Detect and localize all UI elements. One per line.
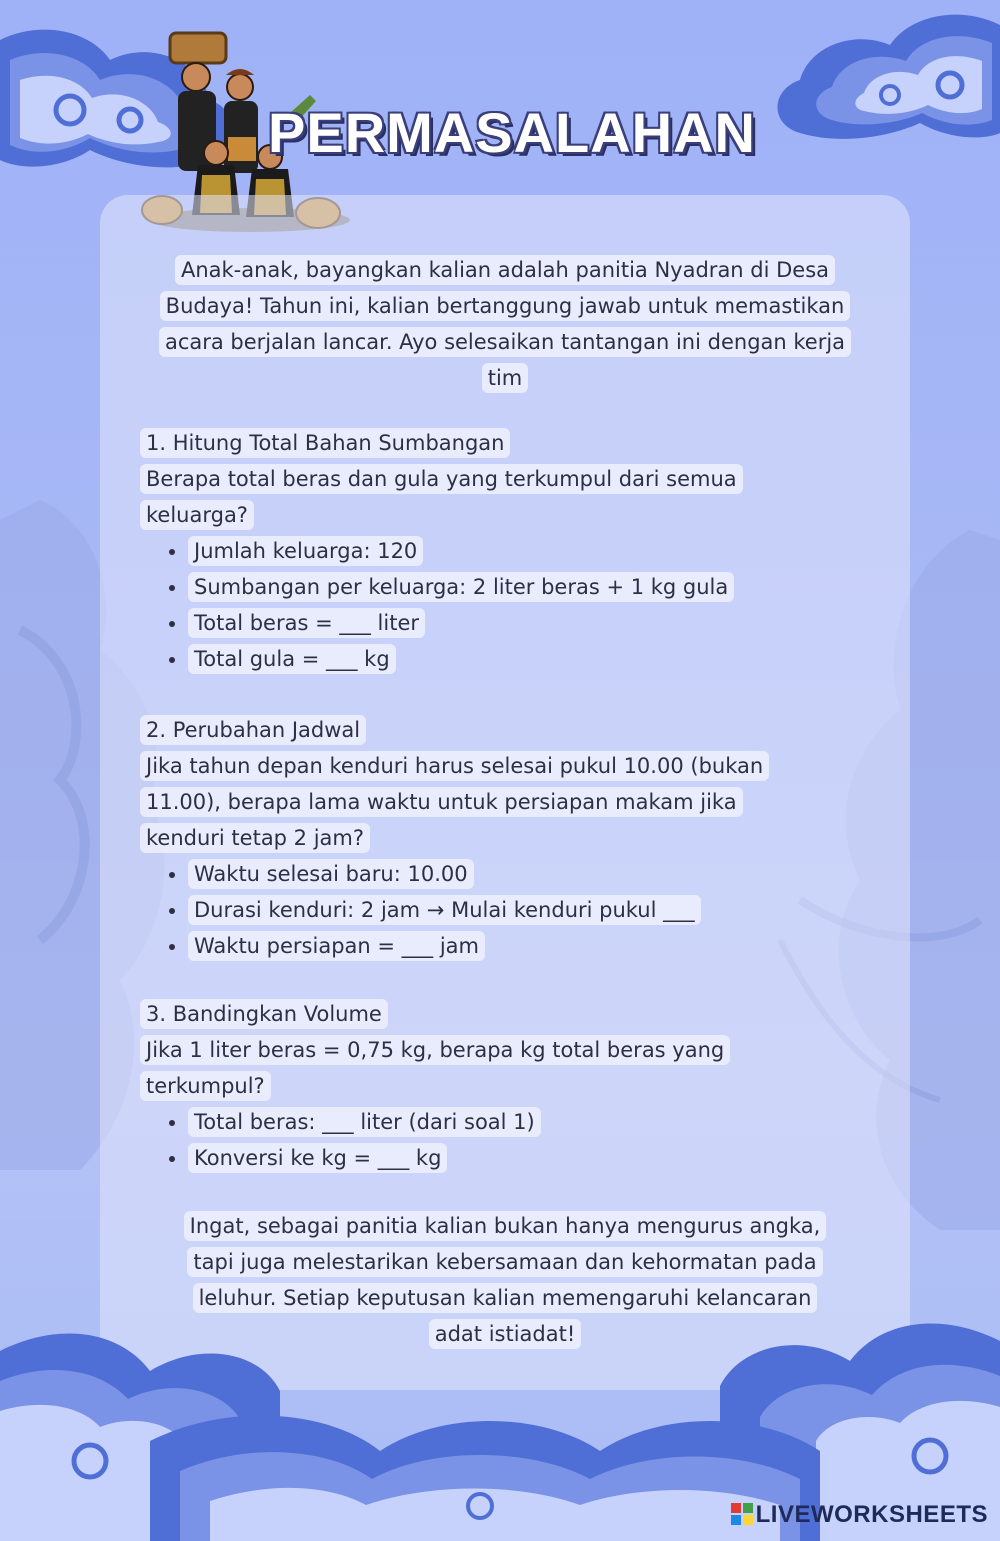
list-item-text: Waktu selesai baru: 10.00	[188, 859, 474, 889]
problem-2-list	[140, 856, 800, 964]
list-item	[188, 569, 840, 605]
problem-3-list	[140, 1104, 830, 1176]
problem-3-heading: 3. Bandingkan Volume	[140, 999, 388, 1029]
list-item	[188, 641, 840, 677]
list-item	[188, 533, 840, 569]
list-item-text: Total beras = ___ liter	[188, 608, 425, 638]
list-item-text: Total beras: ___ liter (dari soal 1)	[188, 1107, 541, 1137]
problem-section-2	[140, 712, 800, 964]
problem-2-question: Jika tahun depan kenduri harus selesai pukul 10.00 (bukan 11.00), berapa lama waktu untuk persiapan makam jika kenduri tetap 2 jam?	[140, 751, 769, 853]
list-item-text: Total gula = ___ kg	[188, 644, 396, 674]
list-item	[188, 856, 800, 892]
list-item-text: Jumlah keluarga: 120	[188, 536, 423, 566]
megamendung-cloud-top-right	[760, 5, 1000, 175]
list-item-text: Sumbangan per keluarga: 2 liter beras + 1 kg gula	[188, 572, 734, 602]
list-item-text: Waktu persiapan = ___ jam	[188, 931, 485, 961]
liveworksheets-logo-text: LIVEWORKSHEETS	[755, 1501, 988, 1528]
list-item-text: Konversi ke kg = ___ kg	[188, 1143, 447, 1173]
problem-1-list	[140, 533, 840, 677]
problem-3-question: Jika 1 liter beras = 0,75 kg, berapa kg total beras yang terkumpul?	[140, 1035, 730, 1101]
problem-2-heading: 2. Perubahan Jadwal	[140, 715, 366, 745]
list-item	[188, 928, 800, 964]
closing-text: Ingat, sebagai panitia kalian bukan hanya mengurus angka, tapi juga melestarikan kebersamaan dan kehormatan pada leluhur. Setiap keputusan kalian memengaruhi kelancaran adat istiadat!	[184, 1211, 827, 1349]
intro-paragraph	[145, 252, 865, 396]
page-title: PERMASALAHAN	[268, 101, 756, 164]
list-item	[188, 892, 800, 928]
intro-text: Anak-anak, bayangkan kalian adalah panitia Nyadran di Desa Budaya! Tahun ini, kalian bertanggung jawab untuk memastikan acara berjalan lancar. Ayo selesaikan tantangan ini dengan kerja tim	[159, 255, 851, 393]
list-item	[188, 605, 840, 641]
problem-1-heading: 1. Hitung Total Bahan Sumbangan	[140, 428, 510, 458]
problem-section-3	[140, 996, 830, 1176]
problem-1-question: Berapa total beras dan gula yang terkumpul dari semua keluarga?	[140, 464, 743, 530]
liveworksheets-logo	[731, 1501, 988, 1529]
problem-section-1	[140, 425, 840, 677]
list-item	[188, 1140, 830, 1176]
list-item	[188, 1104, 830, 1140]
list-item-text: Durasi kenduri: 2 jam → Mulai kenduri pukul ___	[188, 895, 701, 925]
liveworksheets-logo-icon	[731, 1503, 753, 1525]
